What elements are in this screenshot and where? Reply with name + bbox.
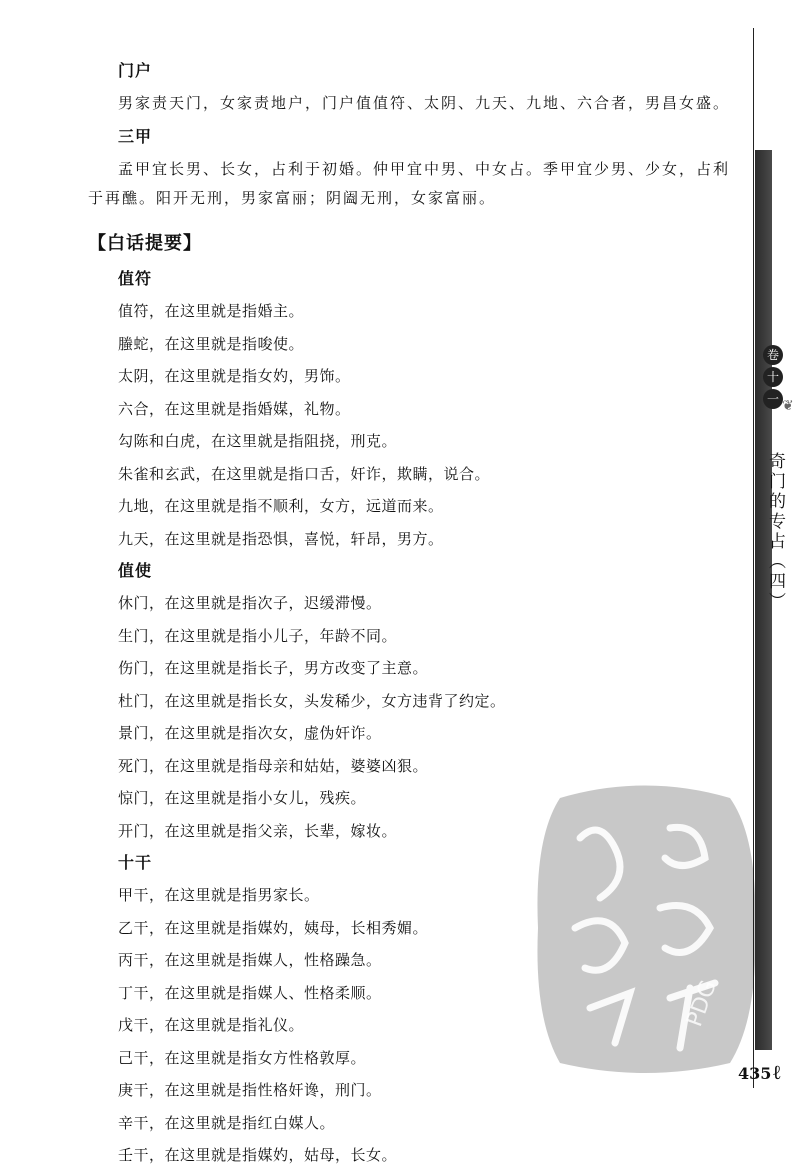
text-line: 值符，在这里就是指婚主。 — [118, 302, 305, 320]
page-number: 435 — [738, 1064, 772, 1083]
page-number-ornament: ℓ — [772, 1060, 782, 1084]
section-title-sanjia: 三甲 — [118, 127, 153, 146]
text-line: 死门，在这里就是指母亲和姑姑，婆婆凶狠。 — [118, 756, 429, 775]
text-line: 朱雀和玄武，在这里就是指口舌，奸诈，欺瞒，说合。 — [118, 464, 491, 483]
text-line: 丁干，在这里就是指媒人、性格柔顺。 — [118, 983, 382, 1002]
section-text-menhu: 男家责天门，女家责地户，门户值值符、太阴、九天、九地、六合者，男昌女盛。 — [118, 94, 731, 112]
text-line: 景门，在这里就是指次女，虚伪奸诈。 — [118, 724, 382, 742]
text-line: 庚干，在这里就是指性格奸谗，刑门。 — [118, 1081, 382, 1099]
group-zhifu — [88, 263, 738, 555]
seal-text: PDG — [682, 977, 722, 1031]
text-line: 九天，在这里就是指恐惧，喜悦，轩昂，男方。 — [118, 529, 444, 548]
group-title: 值使 — [118, 561, 153, 580]
text-line: 乙干，在这里就是指媒妁，姨母，长相秀媚。 — [118, 918, 429, 937]
chapter-vertical-title: 奇门的专占（四） — [765, 452, 785, 612]
group-title: 十干 — [118, 853, 153, 872]
text-line: 开门，在这里就是指父亲，长辈，嫁妆。 — [118, 821, 398, 840]
section-title-menhu: 门户 — [118, 61, 153, 80]
text-line: 甲干，在这里就是指男家长。 — [118, 886, 320, 904]
text-line: 休门，在这里就是指次子，迟缓滞慢。 — [118, 594, 382, 612]
chapter-char: 卷 — [763, 345, 783, 365]
text-line: 生门，在这里就是指小儿子，年龄不同。 — [118, 626, 398, 645]
text-line: 壬干，在这里就是指媒妁，姑母，长女。 — [118, 1146, 398, 1164]
text-line: 九地，在这里就是指不顺利，女方，远道而来。 — [118, 497, 444, 515]
margin-rule — [753, 28, 754, 1088]
text-line: 勾陈和白虎，在这里就是指阻挠，刑克。 — [118, 432, 398, 450]
text-line: 伤门，在这里就是指长子，男方改变了主意。 — [118, 659, 429, 677]
text-line: 己干，在这里就是指女方性格敦厚。 — [118, 1048, 367, 1067]
baihua-heading: 【白话提要】 — [88, 233, 202, 254]
text-line: 丙干，在这里就是指媒人，性格躁急。 — [118, 951, 382, 969]
text-line: 螣蛇，在这里就是指唆使。 — [118, 334, 305, 353]
text-line: 太阴，在这里就是指女妁，男饰。 — [118, 367, 351, 385]
text-line: 六合，在这里就是指婚媒，礼物。 — [118, 399, 351, 418]
text-line: 杜门，在这里就是指长女，头发稀少，女方违背了约定。 — [118, 691, 506, 710]
section-text-sanjia: 孟甲宜长男、长女，占利于初婚。仲甲宜中男、中女占。季甲宜少男、少女，占利于再醮。阳开无刑，男家富丽；阴阖无刑，女家富丽。 — [88, 160, 731, 207]
chapter-char: 一 — [763, 389, 783, 409]
flourish-ornament: ❦ — [782, 398, 794, 414]
seal-watermark — [530, 778, 760, 1078]
text-line: 辛干，在这里就是指红白媒人。 — [118, 1113, 336, 1132]
chapter-char: 十 — [763, 367, 783, 387]
text-line: 惊门，在这里就是指小女儿，残疾。 — [118, 789, 367, 807]
group-title: 值符 — [118, 269, 153, 288]
text-line: 戊干，在这里就是指礼仪。 — [118, 1016, 305, 1034]
